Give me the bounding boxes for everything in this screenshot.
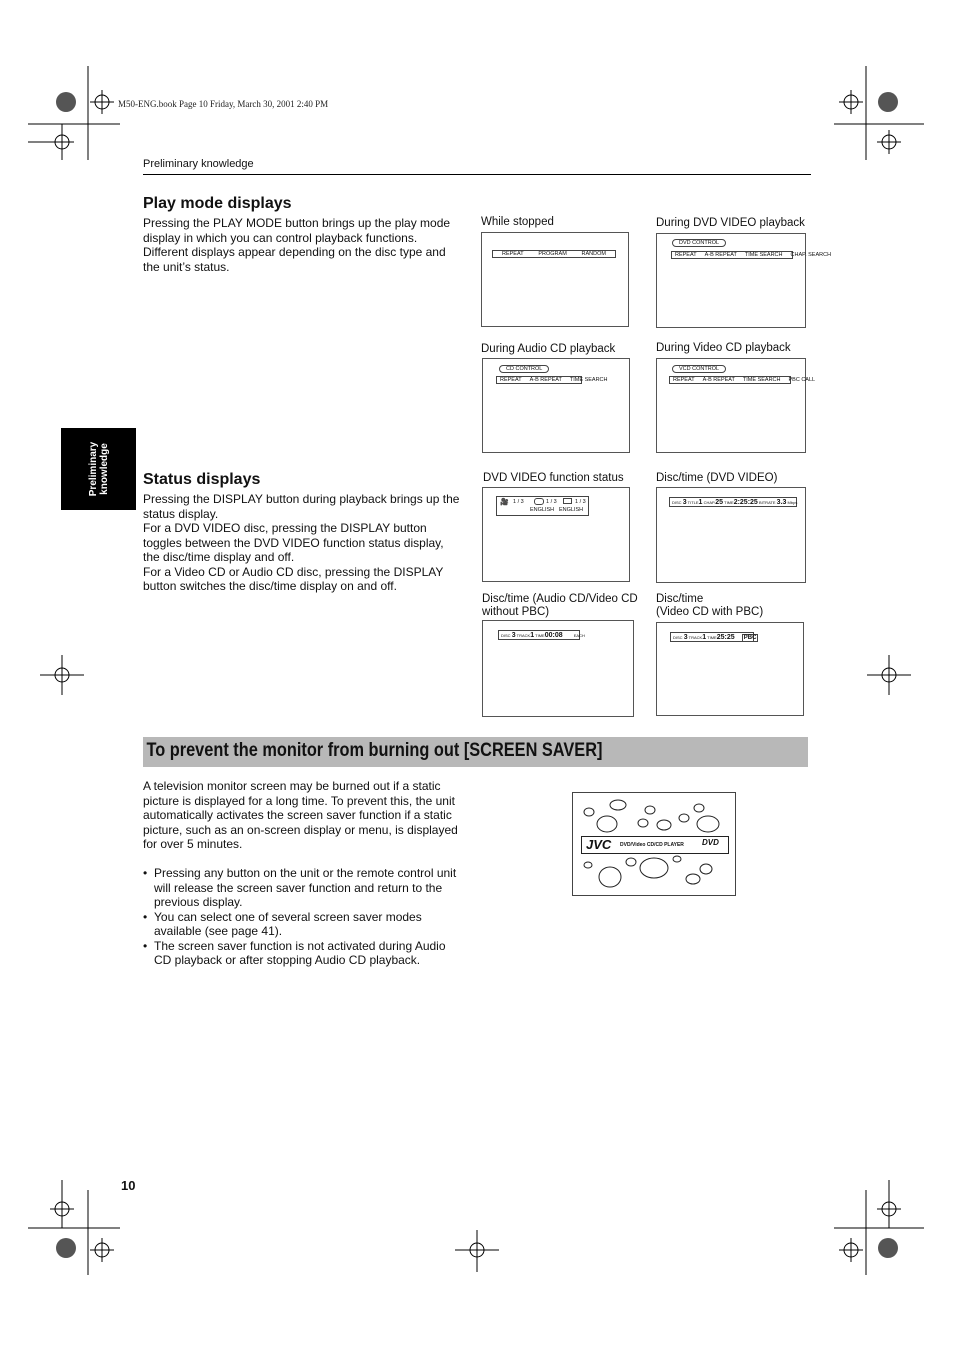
screen-saver-title: To prevent the monitor from burning out [SCREEN SAVER] (146, 740, 603, 761)
cd-control-pill: CD CONTROL (499, 365, 549, 373)
status-para1: Pressing the DISPLAY button during playback brings up the status display. (143, 492, 460, 521)
caption-disc-time-dvd: Disc/time (DVD VIDEO) (656, 472, 778, 484)
side-tab (61, 428, 136, 510)
screen-saver-illustration (572, 792, 736, 896)
status-para3: For a Video CD or Audio CD disc, pressing the DISPLAY button switches the disc/time display on and off. (143, 564, 444, 593)
screen-while-stopped (481, 232, 629, 327)
time-label: TIME (535, 633, 545, 638)
caption-disc-time-cd-line1: Disc/time (Audio CD/Video CD (482, 593, 638, 605)
bullet-item: • You can select one of several screen saver modes available (see page 41). (143, 910, 461, 939)
disc-label: DISC (672, 500, 682, 505)
screen-dvd-playback (656, 233, 832, 328)
angle-value: 1 / 3 (513, 499, 524, 505)
angle-icon: 🎥 (500, 499, 509, 506)
disc-label: DISC (501, 633, 511, 638)
bitrate-label: BITRATE (758, 500, 776, 505)
time-label: TIME (724, 500, 734, 505)
disc-time-pbc-bar (670, 632, 757, 642)
screen-audio-cd (482, 358, 630, 453)
item-repeat: REPEAT (500, 377, 522, 383)
caption-audio-cd: During Audio CD playback (481, 343, 616, 355)
pbc-indicator: PBC (743, 635, 757, 641)
caption-function-status: DVD VIDEO function status (483, 472, 624, 484)
side-tab-line2: knowledge (98, 443, 110, 495)
screen-disc-time-cd (482, 620, 634, 717)
item-pbc-call: PBC CALL (788, 377, 816, 383)
side-tab-line1: Preliminary (87, 441, 99, 497)
item-program: PROGRAM (538, 251, 567, 257)
title-label: TITLE (687, 500, 699, 505)
bullet-item: • Pressing any button on the unit or the remote control unit will release the screen saver function and return to the previous display. (143, 866, 461, 910)
track-label: TRACK (516, 633, 531, 638)
caption-disc-time-cd-line2: without PBC) (482, 606, 550, 618)
screen-saver-text (143, 779, 461, 968)
time-value: 2:25:25 (733, 499, 758, 506)
track-label: TRACK (688, 635, 703, 640)
page-number: 10 (121, 1178, 136, 1193)
subtitle-value: 1 / 3 (575, 499, 586, 505)
vcd-control-pill: VCD CONTROL (672, 365, 726, 373)
running-header: Preliminary knowledge (143, 158, 254, 170)
player-panel (581, 836, 729, 854)
play-mode-text (143, 216, 459, 274)
item-ab-repeat: A-B REPEAT (704, 252, 737, 258)
dvd-control-pill: DVD CONTROL (672, 239, 726, 247)
dvd-control-bar (671, 251, 832, 259)
screen-saver-banner (143, 737, 808, 767)
item-repeat: REPEAT (673, 377, 695, 383)
track-value: 1 (702, 634, 707, 641)
caption-disc-time-cd (482, 593, 638, 619)
vcd-control-bar (669, 376, 816, 384)
screen-saver-bullets (143, 866, 461, 968)
bullet-item: • The screen saver function is not activated during Audio CD playback or after stopping Audio CD playback. (143, 939, 461, 968)
status-para2: For a DVD VIDEO disc, pressing the DISPLAY button toggles between the DVD VIDEO function status display, the disc/time display and off. (143, 521, 444, 564)
subtitle-language: ENGLISH (559, 507, 584, 513)
chap-label: CHAP. (703, 500, 716, 505)
screen-function-status (482, 487, 630, 582)
screen-saver-intro: A television monitor screen may be burned out if a static picture is displayed for a long time. To prevent this, the unit automatically activates the screen saver function if a static picture, such as an on-screen display or menu, is displayed for over 5 minutes. (143, 779, 458, 851)
disc-time-dvd-bar (669, 497, 797, 507)
audio-value: 1 / 3 (546, 499, 557, 505)
screen-disc-time-pbc (656, 622, 804, 716)
status-heading: Status displays (143, 471, 261, 488)
chap-value: 25 (715, 499, 724, 506)
disc-time-cd-bar (498, 630, 585, 640)
item-ab-repeat: A-B REPEAT (529, 377, 562, 383)
disc-label: DISC (673, 635, 683, 640)
play-mode-para2: Different displays appear depending on the disc type and the unit’s status. (143, 245, 446, 274)
jvc-logo: JVC (586, 837, 612, 852)
item-time-search: TIME SEARCH (744, 252, 783, 258)
player-text: DVD/Video CD/CD PLAYER (620, 842, 684, 848)
caption-while-stopped: While stopped (481, 216, 554, 228)
bitrate-value: 3.3 (776, 499, 787, 506)
track-value: 1 (530, 632, 535, 639)
audio-language: ENGLISH (530, 507, 555, 513)
item-time-search: TIME SEARCH (742, 377, 781, 383)
disc-value: 3 (511, 632, 516, 639)
item-chap-search: CHAP. SEARCH (790, 252, 832, 258)
header-rule (143, 174, 811, 175)
screen-video-cd (656, 358, 816, 453)
bitrate-unit: Mbps (787, 500, 798, 505)
caption-dvd-playback: During DVD VIDEO playback (656, 217, 805, 229)
item-repeat: REPEAT (502, 251, 524, 257)
mode-value: EACH (573, 633, 585, 638)
caption-disc-time-pbc-line2: (Video CD with PBC) (656, 606, 764, 618)
caption-disc-time-pbc (656, 593, 763, 619)
caption-video-cd: During Video CD playback (656, 342, 791, 354)
disc-value: 3 (683, 634, 688, 641)
screen-disc-time-dvd (656, 487, 806, 583)
subtitle-icon (563, 498, 572, 504)
time-label: TIME (707, 635, 717, 640)
item-ab-repeat: A-B REPEAT (702, 377, 735, 383)
time-value: 25:25 (716, 634, 735, 641)
dvd-logo: DVD (702, 838, 719, 847)
cd-control-bar (496, 376, 608, 384)
time-value: 00:08 (544, 632, 563, 639)
item-random: RANDOM (581, 251, 606, 257)
audio-icon (534, 498, 544, 505)
book-info-line: M50-ENG.book Page 10 Friday, March 30, 2001 2:40 PM (118, 99, 329, 109)
disc-value: 3 (682, 499, 687, 506)
title-value: 1 (698, 499, 703, 506)
play-mode-para1: Pressing the PLAY MODE button brings up the play mode display in which you can control playback functions. (143, 216, 451, 245)
function-status-box (496, 496, 589, 516)
status-text (143, 492, 461, 594)
item-repeat: REPEAT (675, 252, 697, 258)
caption-disc-time-pbc-line1: Disc/time (656, 593, 704, 605)
play-mode-heading: Play mode displays (143, 195, 292, 212)
play-mode-bar (492, 250, 616, 258)
item-time-search: TIME SEARCH (569, 377, 608, 383)
